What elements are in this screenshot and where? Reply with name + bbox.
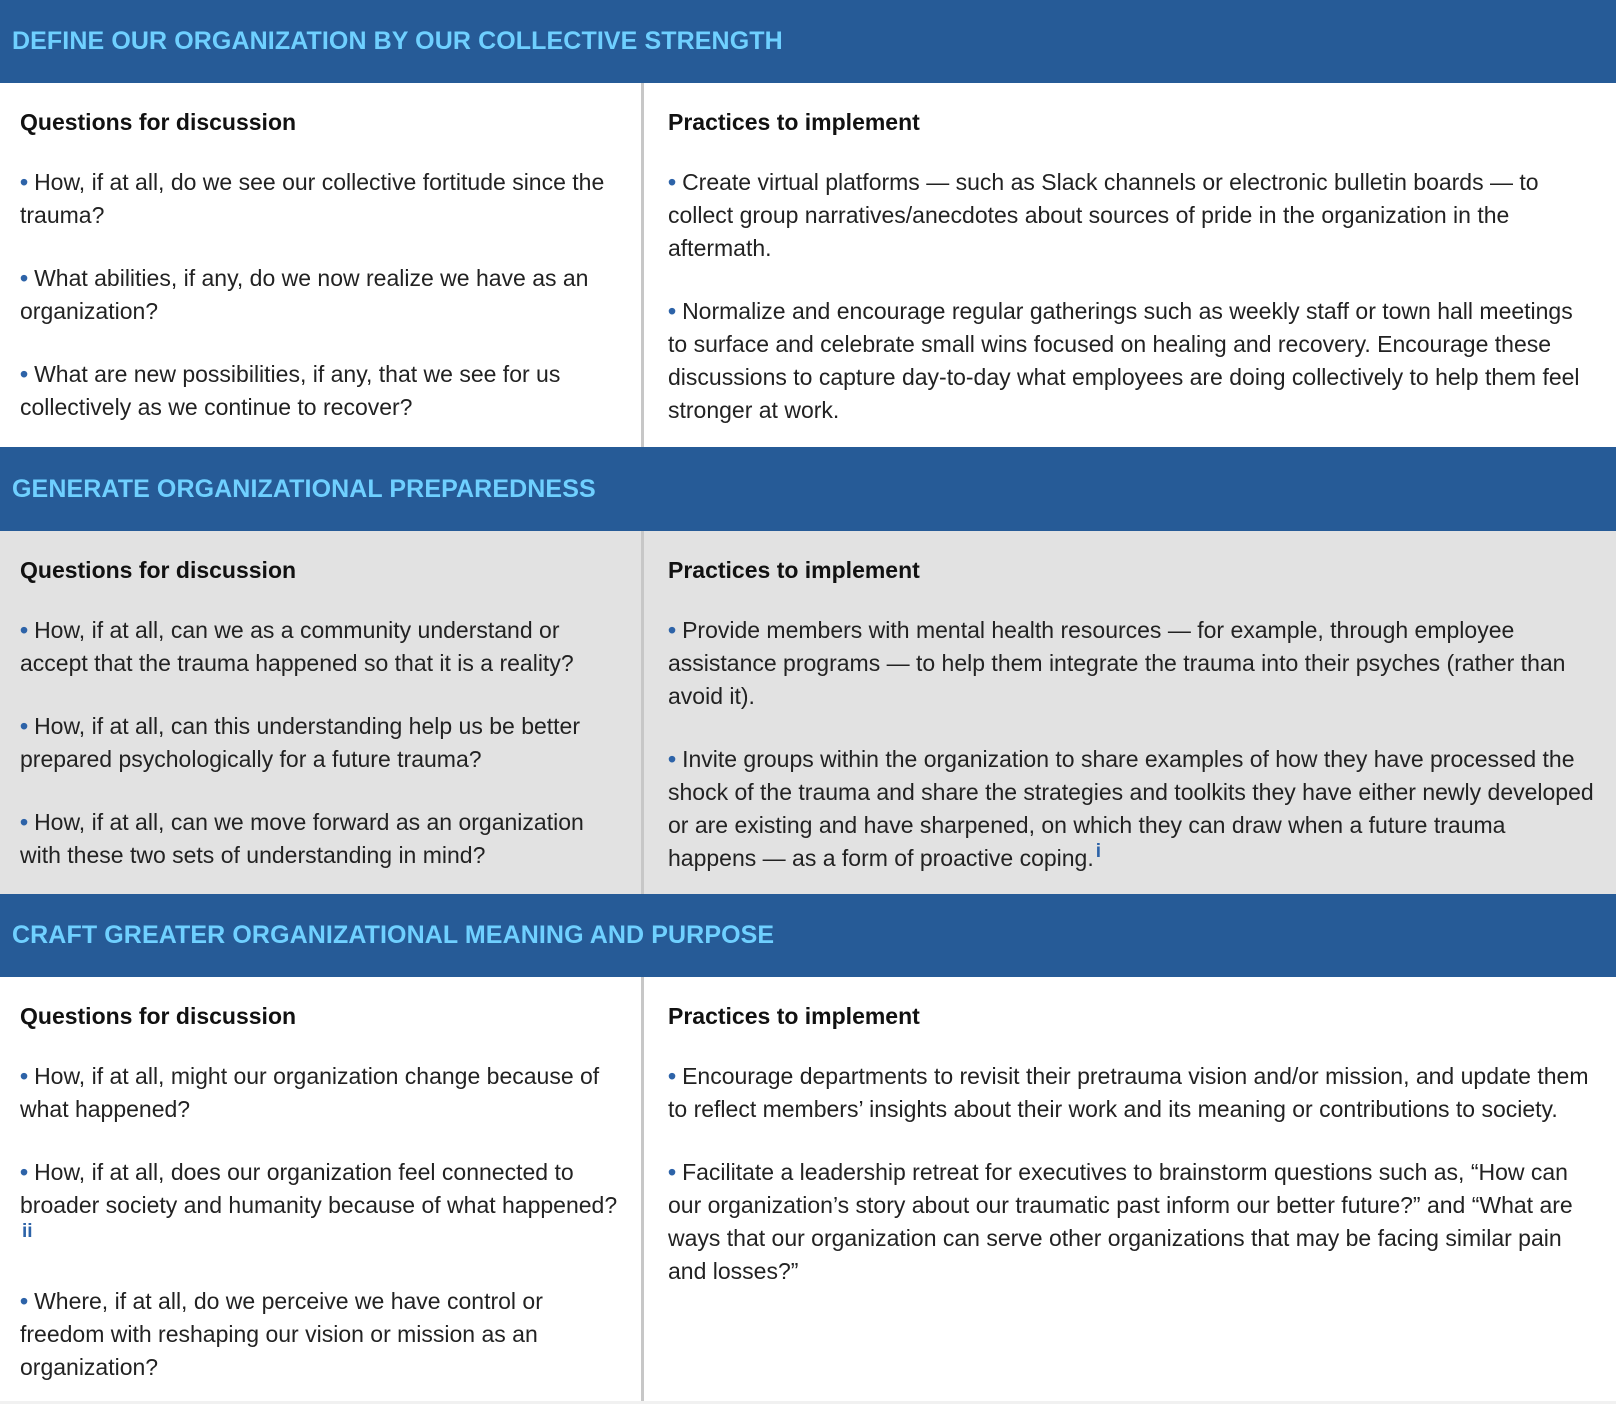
section-body <box>0 83 1616 447</box>
bullet-icon: • <box>20 1159 29 1185</box>
question-item <box>20 614 621 680</box>
question-item <box>20 166 621 232</box>
practice-text: Invite groups within the organization to share examples of how they have processed the shock of the trauma and share the strategies and toolkits they have either newly developed or are existing and have sharpened, on which they can draw when a future trauma happens — as a form of proactive coping. <box>668 746 1594 871</box>
practices-column <box>644 531 1616 894</box>
practice-text: Facilitate a leadership retreat for executives to brainstorm questions such as, “How can our organization’s story about our traumatic past inform our better future?” and “What are ways that our organization can serve other organizations that may be facing similar pain and losses?” <box>668 1159 1573 1284</box>
practices-heading: Practices to implement <box>668 1003 920 1029</box>
question-text: How, if at all, might our organization change because of what happened? <box>20 1063 600 1122</box>
practices-column <box>644 977 1616 1401</box>
question-text: How, if at all, does our organization feel connected to broader society and humanity because of what happened? <box>20 1159 618 1218</box>
question-text: How, if at all, can this understanding help us be better prepared psychologically for a future trauma? <box>20 713 581 772</box>
question-text: Where, if at all, do we perceive we have control or freedom with reshaping our vision or mission as an organization? <box>20 1288 543 1380</box>
questions-column <box>0 83 644 447</box>
bullet-icon: • <box>20 809 29 835</box>
section-collective-strength <box>0 0 1616 447</box>
questions-column <box>0 531 644 894</box>
bullet-icon: • <box>668 169 677 195</box>
practices-heading: Practices to implement <box>668 109 920 135</box>
bullet-icon: • <box>20 265 29 291</box>
practice-text: Normalize and encourage regular gatherings such as weekly staff or town hall meetings to surface and celebrate small wins focused on healing and recovery. Encourage these discussions to capture day-to-day what employees are doing collectively to help them feel stronger at work. <box>668 298 1580 423</box>
question-text: How, if at all, do we see our collective fortitude since the trauma? <box>20 169 605 228</box>
bullet-icon: • <box>20 169 29 195</box>
bullet-icon: • <box>20 1288 29 1314</box>
section-meaning-purpose <box>0 894 1616 1401</box>
bullet-icon: • <box>20 617 29 643</box>
section-body <box>0 977 1616 1401</box>
practice-item <box>668 1156 1596 1288</box>
bullet-icon: • <box>20 361 29 387</box>
bullet-icon: • <box>668 1159 677 1185</box>
practice-item <box>668 614 1596 713</box>
question-item <box>20 710 621 776</box>
practice-text: Create virtual platforms — such as Slack channels or electronic bulletin boards — to collect group narratives/anecdotes about sources of pride in the organization in the aftermath. <box>668 169 1539 261</box>
practice-text: Provide members with mental health resources — for example, through employee assistance programs — to help them integrate the trauma into their psyches (rather than avoid it). <box>668 617 1566 709</box>
questions-heading: Questions for discussion <box>20 1003 297 1029</box>
question-item <box>20 806 621 872</box>
bullet-icon: • <box>20 713 29 739</box>
practice-item <box>668 295 1596 427</box>
bullet-icon: • <box>668 1063 677 1089</box>
bullet-icon: • <box>668 617 677 643</box>
question-item <box>20 358 621 424</box>
questions-column <box>0 977 644 1401</box>
footnote-ref-link[interactable]: ii <box>22 1221 33 1243</box>
practices-column <box>644 83 1616 447</box>
section-title: CRAFT GREATER ORGANIZATIONAL MEANING AND PURPOSE <box>0 894 1616 977</box>
practice-text: Encourage departments to revisit their pretrauma vision and/or mission, and update them to reflect members’ insights about their work and its meaning or contributions to society. <box>668 1063 1589 1122</box>
question-item <box>20 262 621 328</box>
question-item <box>20 1156 621 1255</box>
section-title: DEFINE OUR ORGANIZATION BY OUR COLLECTIVE STRENGTH <box>0 0 1616 83</box>
practice-item <box>668 1060 1596 1126</box>
question-text: What are new possibilities, if any, that we see for us collectively as we continue to recover? <box>20 361 561 420</box>
section-body <box>0 531 1616 894</box>
section-title: GENERATE ORGANIZATIONAL PREPAREDNESS <box>0 447 1616 531</box>
question-text: How, if at all, can we move forward as an organization with these two sets of understanding in mind? <box>20 809 584 868</box>
section-preparedness <box>0 447 1616 894</box>
question-text: What abilities, if any, do we now realize we have as an organization? <box>20 265 589 324</box>
practices-heading: Practices to implement <box>668 557 920 583</box>
questions-heading: Questions for discussion <box>20 109 297 135</box>
practice-item <box>668 743 1596 875</box>
practice-item <box>668 166 1596 265</box>
footnote-ref-link[interactable]: i <box>1095 841 1102 863</box>
questions-heading: Questions for discussion <box>20 557 297 583</box>
question-item <box>20 1285 621 1384</box>
bullet-icon: • <box>668 298 677 324</box>
bullet-icon: • <box>668 746 677 772</box>
question-text: How, if at all, can we as a community understand or accept that the trauma happened so that it is a reality? <box>20 617 574 676</box>
bullet-icon: • <box>20 1063 29 1089</box>
question-item <box>20 1060 621 1126</box>
